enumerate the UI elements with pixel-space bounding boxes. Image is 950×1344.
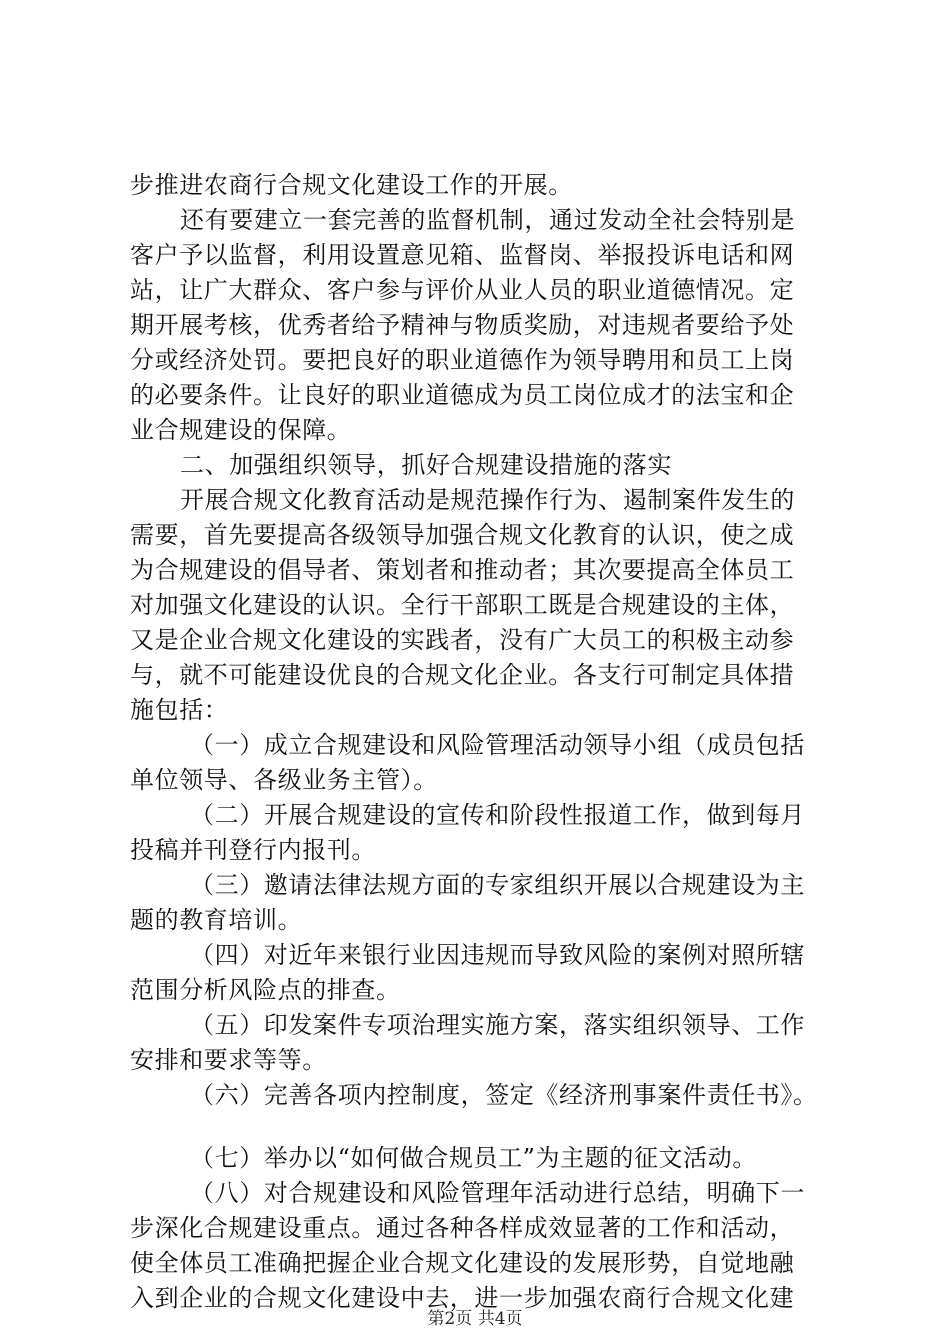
paragraph-line: 站，让广大群众、客户参与评价从业人员的职业道德情况。定: [130, 276, 795, 304]
list-item-continuation: 使全体员工准确把握企业合规文化建设的发展形势，自觉地融: [130, 1249, 795, 1277]
paragraph-line: 业合规建设的保障。: [130, 416, 352, 444]
paragraph-line: 为合规建设的倡导者、策划者和推动者；其次要提高全体员工: [130, 556, 795, 584]
paragraph-line: 开展合规文化教育活动是规范操作行为、遏制案件发生的: [180, 486, 795, 514]
paragraph-line: 对加强文化建设的认识。全行干部职工既是合规建设的主体，: [130, 591, 795, 619]
list-item: （四）对近年来银行业因违规而导致风险的案例对照所辖: [190, 941, 805, 969]
section-heading: 二、加强组织领导，抓好合规建设措施的落实: [180, 451, 672, 479]
paragraph-line: 需要，首先要提高各级领导加强合规文化教育的认识，使之成: [130, 521, 795, 549]
paragraph-line: 期开展考核，优秀者给予精神与物质奖励，对违规者要给予处: [130, 311, 795, 339]
list-item-continuation: 入到企业的合规文化建设中去，进一步加强农商行合规文化建: [130, 1284, 795, 1312]
paragraph-line: 分或经济处罚。要把良好的职业道德作为领导聘用和员工上岗: [130, 346, 795, 374]
list-item: （二）开展合规建设的宣传和阶段性报道工作，做到每月: [190, 801, 805, 829]
list-item: （七）举办以“如何做合规员工”为主题的征文活动。: [190, 1144, 757, 1172]
paragraph-line: 施包括：: [130, 696, 229, 724]
page-number: 第2页 共4页: [427, 1309, 523, 1329]
paragraph-line: 与，就不可能建设优良的合规文化企业。各支行可制定具体措: [130, 661, 795, 689]
list-item: （三）邀请法律法规方面的专家组织开展以合规建设为主: [190, 871, 805, 899]
list-item: （五）印发案件专项治理实施方案，落实组织领导、工作: [190, 1011, 805, 1039]
list-item-continuation: 安排和要求等等。: [130, 1046, 327, 1074]
list-item-continuation: 题的教育培训。: [130, 906, 303, 934]
paragraph-line: 又是企业合规文化建设的实践者，没有广大员工的积极主动参: [130, 626, 795, 654]
paragraph-line: 还有要建立一套完善的监督机制，通过发动全社会特别是: [180, 206, 795, 234]
list-item-continuation: 投稿并刊登行内报刊。: [130, 836, 376, 864]
list-item-continuation: 步深化合规建设重点。通过各种各样成效显著的工作和活动，: [130, 1214, 795, 1242]
paragraph-line: 步推进农商行合规文化建设工作的开展。: [130, 171, 573, 199]
list-item-continuation: 单位领导、各级业务主管）。: [130, 766, 438, 794]
list-item: （一）成立合规建设和风险管理活动领导小组（成员包括: [190, 731, 805, 759]
list-item: （八）对合规建设和风险管理年活动进行总结，明确下一: [190, 1179, 805, 1207]
list-item-continuation: 范围分析风险点的排查。: [130, 976, 401, 1004]
paragraph-line: 的必要条件。让良好的职业道德成为员工岗位成才的法宝和企: [130, 381, 795, 409]
paragraph-line: 客户予以监督，利用设置意见箱、监督岗、举报投诉电话和网: [130, 241, 795, 269]
list-item: （六）完善各项内控制度，签定《经济刑事案件责任书》。: [190, 1081, 818, 1109]
